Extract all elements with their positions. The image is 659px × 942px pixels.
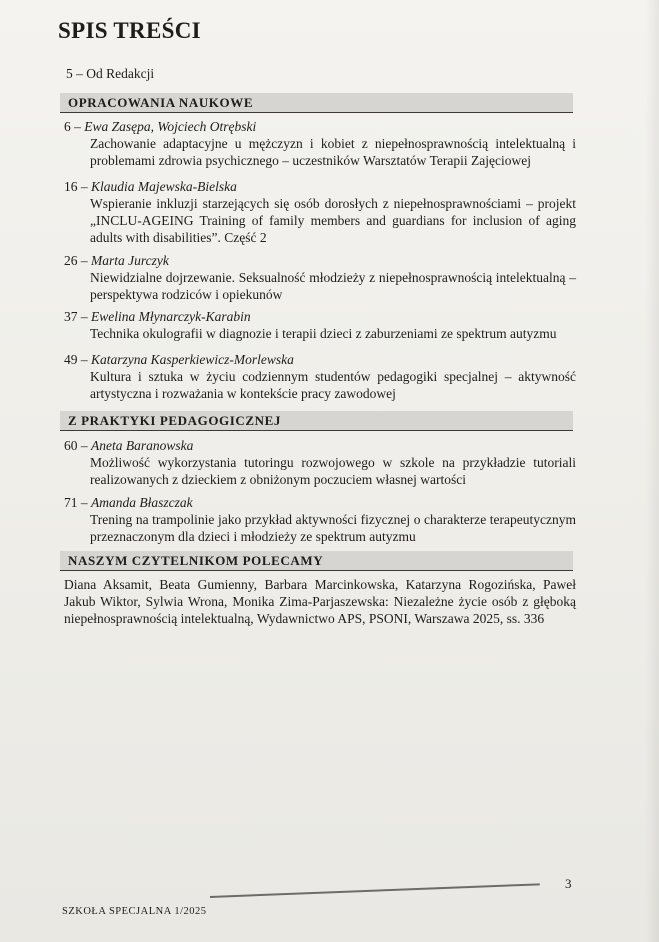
entry-page: 60	[64, 438, 78, 453]
toc-entry: 49 – Katarzyna Kasperkiewicz-Morlewska Kultura i sztuka w życiu codziennym studentów pedagogiki specjalnej – aktywność artystyczna i rozważania w kontekście pracy zawodowej	[64, 352, 576, 401]
section-heading-label: Z PRAKTYKI PEDAGOGICZNEJ	[68, 413, 282, 428]
entry-page: 6	[64, 119, 71, 134]
editorial-label: Od Redakcji	[86, 66, 155, 81]
entry-title: Możliwość wykorzystania tutoringu rozwojowego w szkole na przykładzie tutoriali realizowanych z dzieckiem z obniżonym poczuciem własnej wartości	[90, 455, 576, 487]
entry-author: Ewelina Młynarczyk-Karabin	[91, 309, 251, 324]
entry-title: Technika okulografii w diagnozie i terapii dzieci z zaburzeniami ze spektrum autyzmu	[90, 326, 557, 341]
editorial-page: 5	[66, 66, 73, 81]
entry-author: Katarzyna Kasperkiewicz-Morlewska	[91, 352, 294, 367]
entry-title: Kultura i sztuka w życiu codziennym studentów pedagogiki specjalnej – aktywność artystyczna i rozważania w kontekście pracy zawodowej	[90, 369, 576, 401]
page-title: SPIS TREŚCI	[58, 18, 201, 43]
entry-page: 71	[64, 495, 78, 510]
toc-entry: 37 – Ewelina Młynarczyk-Karabin Technika okulografii w diagnozie i terapii dzieci z zaburzeniami ze spektrum autyzmu	[64, 308, 576, 342]
entry-author: Klaudia Majewska-Bielska	[91, 179, 237, 194]
page-edge-shadow	[645, 0, 659, 942]
entry-page: 37	[64, 309, 78, 324]
journal-footer: SZKOŁA SPECJALNA 1/2025	[62, 906, 207, 917]
page-number: 3	[565, 876, 572, 891]
entry-title: Wspieranie inkluzji starzejących się osób dorosłych z niepełnosprawnościami – projekt „INCLU-AGEING Training of family members and guardians for inclusion of aging adults with disabilities”. Część 2	[90, 196, 576, 245]
entry-title: Zachowanie adaptacyjne u mężczyzn i kobiet z niepełnosprawnością intelektualną i problemami zdrowia psychicznego – uczestników Warsztatów Terapii Zajęciowej	[90, 136, 576, 168]
entry-title: Trening na trampolinie jako przykład aktywności fizycznej o charakterze terapeutycznym przeznaczonym dla dzieci i młodzieży ze spektrum autyzmu	[90, 512, 576, 544]
toc-entry: 71 – Amanda Błaszczak Trening na trampolinie jako przykład aktywności fizycznej o charakterze terapeutycznym przeznaczonym dla dzieci i młodzieży ze spektrum autyzmu	[64, 495, 576, 544]
entry-author: Aneta Baranowska	[91, 438, 194, 453]
section-heading-research	[60, 93, 573, 113]
toc-entry: 6 – Ewa Zasępa, Wojciech Otrębski Zachowanie adaptacyjne u mężczyzn i kobiet z niepełnosprawnością intelektualną i problemami zdrowia psychicznego – uczestników Warsztatów Terapii Zajęciowej	[64, 119, 576, 168]
entry-author: Ewa Zasępa, Wojciech Otrębski	[84, 119, 257, 134]
toc-entry: 26 – Marta Jurczyk Niewidzialne dojrzewanie. Seksualność młodzieży z niepełnosprawnością intelektualną – perspektywa rodziców i opiekunów	[64, 253, 576, 302]
book-recommendation: Diana Aksamit, Beata Gumienny, Barbara Marcinkowska, Katarzyna Rogozińska, Paweł Jakub Wiktor, Sylwia Wrona, Monika Zima-Parjaszewska: Niezależne życie osób z głęboką niepełnosprawnością intelektualną, Wydawnictwo APS, PSONI, Warszawa 2025, ss. 336	[64, 577, 576, 626]
section-heading-recommend	[60, 551, 573, 571]
section-heading-label: NASZYM CZYTELNIKOM POLECAMY	[68, 553, 324, 568]
editorial-entry: 5 – Od Redakcji	[66, 66, 155, 81]
entry-page: 26	[64, 253, 78, 268]
toc-entry: 16 – Klaudia Majewska-Bielska Wspieranie inkluzji starzejących się osób dorosłych z niepełnosprawnościami – projekt „INCLU-AGEING Training of family members and guardians for inclusion of aging adults with disabilities”. Część 2	[64, 179, 576, 245]
entry-author: Amanda Błaszczak	[91, 495, 193, 510]
section-heading-label: OPRACOWANIA NAUKOWE	[68, 95, 254, 110]
entry-page: 49	[64, 352, 78, 367]
section-heading-practice	[60, 411, 573, 431]
toc-entry: 60 – Aneta Baranowska Możliwość wykorzystania tutoringu rozwojowego w szkole na przykładzie tutoriali realizowanych z dzieckiem z obniżonym poczuciem własnej wartości	[64, 438, 576, 487]
entry-page: 16	[64, 179, 78, 194]
entry-title: Niewidzialne dojrzewanie. Seksualność młodzieży z niepełnosprawnością intelektualną – perspektywa rodziców i opiekunów	[90, 270, 576, 302]
entry-author: Marta Jurczyk	[91, 253, 169, 268]
